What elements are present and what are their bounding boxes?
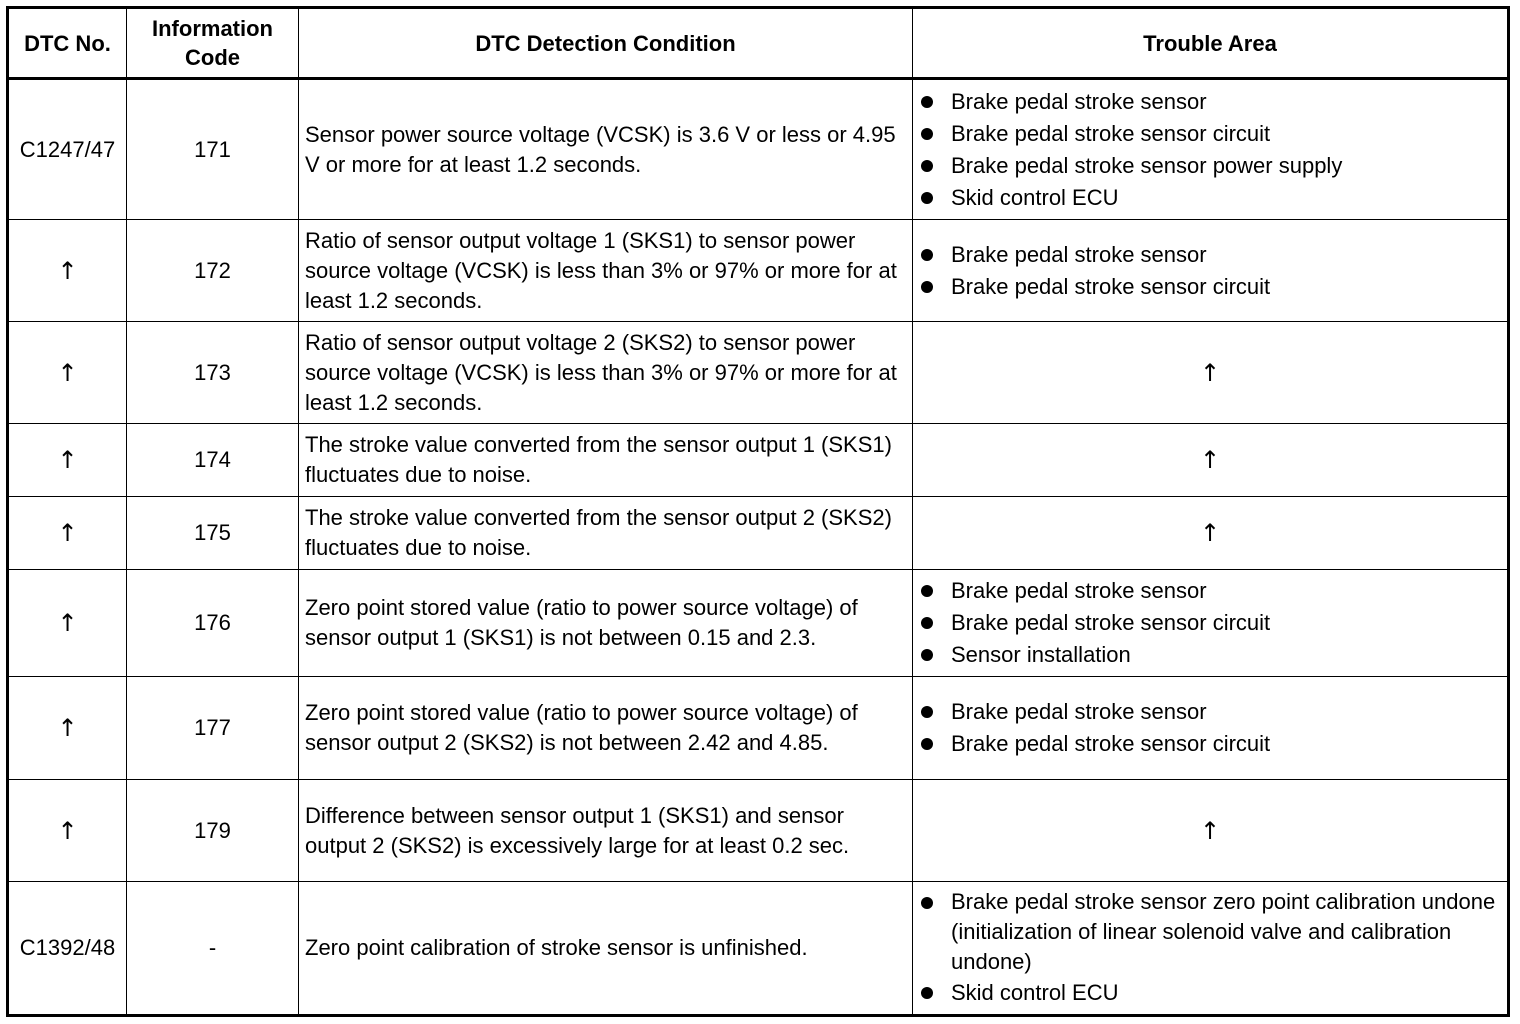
table-row [8, 424, 1509, 497]
dtc-cell-same-arrow: ↑ [8, 570, 127, 677]
trouble-area-list [919, 239, 1501, 303]
trouble-area-item: Brake pedal stroke sensor circuit [919, 271, 1501, 303]
info-code-cell: - [127, 882, 299, 1016]
condition-cell: Difference between sensor output 1 (SKS1) and sensor output 2 (SKS2) is excessively large for at least 0.2 sec. [299, 780, 913, 882]
dtc-cell: C1247/47 [8, 79, 127, 220]
dtc-cell: C1392/48 [8, 882, 127, 1016]
info-code-cell: 173 [127, 322, 299, 424]
condition-cell: The stroke value converted from the sensor output 2 (SKS2) fluctuates due to noise. [299, 497, 913, 570]
info-code-cell: 175 [127, 497, 299, 570]
trouble-area-item: Brake pedal stroke sensor circuit [919, 728, 1501, 760]
trouble-area-same-arrow: ↑ [913, 424, 1509, 497]
trouble-area-same-arrow: ↑ [913, 322, 1509, 424]
header-detection-condition: DTC Detection Condition [299, 8, 913, 79]
trouble-area-same-arrow: ↑ [913, 780, 1509, 882]
table-row [8, 677, 1509, 780]
trouble-area-cell [913, 882, 1509, 1016]
dtc-cell-same-arrow: ↑ [8, 677, 127, 780]
table-row [8, 220, 1509, 322]
table-row [8, 497, 1509, 570]
trouble-area-item: Sensor installation [919, 639, 1501, 671]
condition-cell: The stroke value converted from the sensor output 1 (SKS1) fluctuates due to noise. [299, 424, 913, 497]
trouble-area-cell [913, 677, 1509, 780]
trouble-area-list [919, 575, 1501, 671]
dtc-cell-same-arrow: ↑ [8, 780, 127, 882]
info-code-cell: 177 [127, 677, 299, 780]
header-information-code: Information Code [127, 8, 299, 79]
trouble-area-item: Brake pedal stroke sensor circuit [919, 607, 1501, 639]
header-row [8, 8, 1509, 79]
dtc-cell-same-arrow: ↑ [8, 322, 127, 424]
dtc-table [6, 6, 1510, 1017]
trouble-area-same-arrow: ↑ [913, 497, 1509, 570]
trouble-area-item: Brake pedal stroke sensor [919, 575, 1501, 607]
condition-cell: Zero point calibration of stroke sensor is unfinished. [299, 882, 913, 1016]
info-code-cell: 176 [127, 570, 299, 677]
trouble-area-item: Skid control ECU [919, 182, 1501, 214]
trouble-area-cell [913, 570, 1509, 677]
trouble-area-item: Brake pedal stroke sensor circuit [919, 118, 1501, 150]
table-row [8, 79, 1509, 220]
condition-cell: Zero point stored value (ratio to power source voltage) of sensor output 2 (SKS2) is not between 2.42 and 4.85. [299, 677, 913, 780]
condition-cell: Ratio of sensor output voltage 1 (SKS1) to sensor power source voltage (VCSK) is less than 3% or 97% or more for at least 1.2 seconds. [299, 220, 913, 322]
table-row [8, 780, 1509, 882]
header-dtc-no: DTC No. [8, 8, 127, 79]
trouble-area-list [919, 696, 1501, 760]
table-row [8, 882, 1509, 1016]
condition-cell: Zero point stored value (ratio to power source voltage) of sensor output 1 (SKS1) is not between 0.15 and 2.3. [299, 570, 913, 677]
info-code-cell: 179 [127, 780, 299, 882]
trouble-area-cell [913, 220, 1509, 322]
condition-cell: Ratio of sensor output voltage 2 (SKS2) to sensor power source voltage (VCSK) is less than 3% or 97% or more for at least 1.2 seconds. [299, 322, 913, 424]
info-code-cell: 174 [127, 424, 299, 497]
condition-cell: Sensor power source voltage (VCSK) is 3.6 V or less or 4.95 V or more for at least 1.2 seconds. [299, 79, 913, 220]
trouble-area-item: Brake pedal stroke sensor [919, 86, 1501, 118]
dtc-cell-same-arrow: ↑ [8, 424, 127, 497]
header-trouble-area: Trouble Area [913, 8, 1509, 79]
trouble-area-item: Brake pedal stroke sensor zero point calibration undone (initialization of linear solenoid valve and calibration undone) [919, 887, 1501, 977]
trouble-area-item: Brake pedal stroke sensor [919, 239, 1501, 271]
dtc-cell-same-arrow: ↑ [8, 220, 127, 322]
table-row [8, 322, 1509, 424]
dtc-cell-same-arrow: ↑ [8, 497, 127, 570]
dtc-table-container [6, 6, 1510, 1017]
table-row [8, 570, 1509, 677]
trouble-area-item: Brake pedal stroke sensor [919, 696, 1501, 728]
trouble-area-list [919, 887, 1501, 1009]
trouble-area-list [919, 86, 1501, 214]
info-code-cell: 171 [127, 79, 299, 220]
trouble-area-item: Brake pedal stroke sensor power supply [919, 150, 1501, 182]
trouble-area-cell [913, 79, 1509, 220]
trouble-area-item: Skid control ECU [919, 977, 1501, 1009]
info-code-cell: 172 [127, 220, 299, 322]
